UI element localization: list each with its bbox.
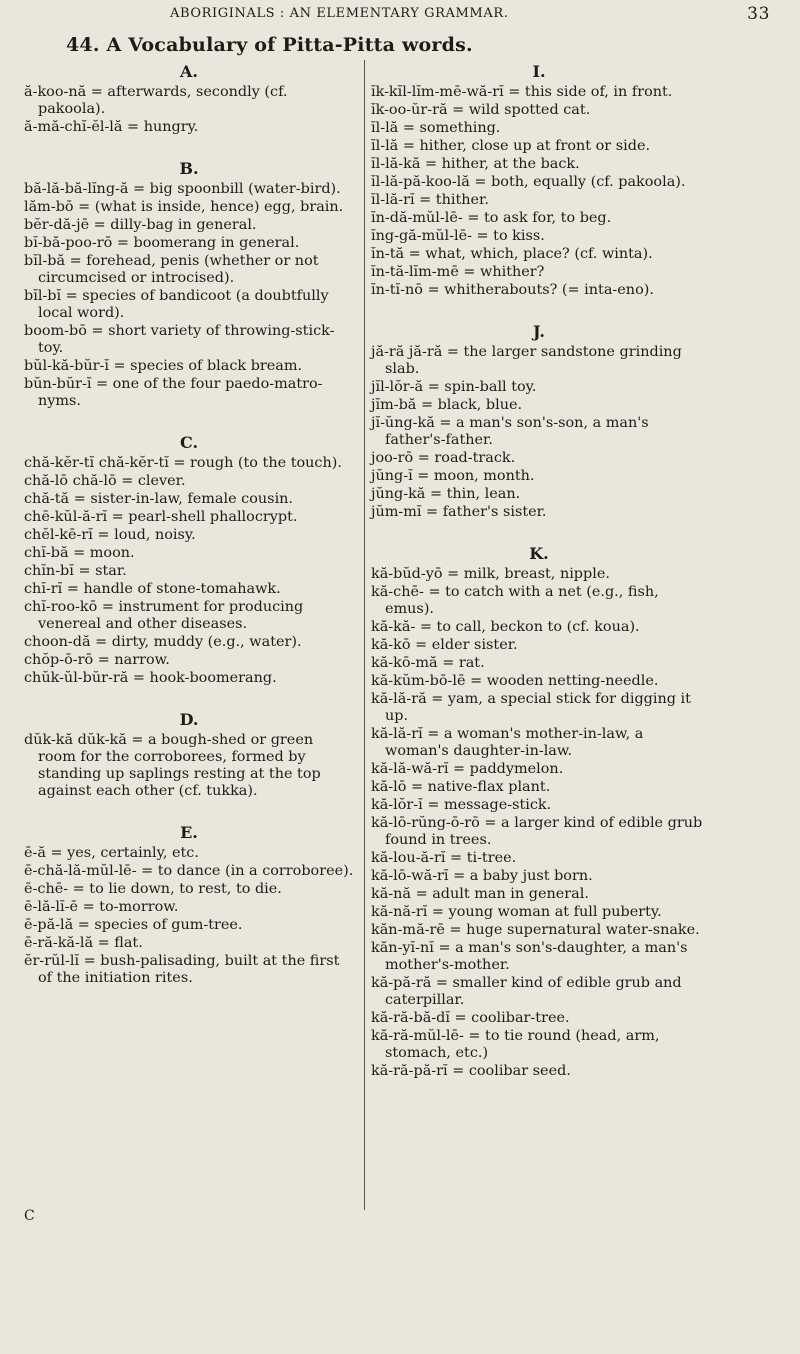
vocab-entry: ĭn-dă-mŭl-lē- = to ask for, to beg. [371, 210, 612, 226]
entry-group-b [24, 181, 354, 410]
vocab-entry: kăn-yĭ-nĭ = a man's son's-daughter, a man's mother's-mother. [371, 940, 688, 973]
vocab-entry: ă-koo-nă = afterwards, secondly (cf. pakoola). [24, 84, 288, 117]
vocab-entry: ĭl-lă = hither, close up at front or side. [371, 138, 651, 154]
vocab-entry: boom-bō = short variety of throwing-stick-toy. [24, 323, 335, 356]
entry-group-e [24, 845, 354, 987]
letter-heading-k: K. [529, 544, 549, 563]
vocab-entry: kă-kă- = to call, beckon to (cf. koua). [371, 619, 640, 635]
vocab-entry: chă-kĕr-tĭ chă-kĕr-tĭ = rough (to the touch). [24, 455, 342, 471]
vocab-entry: bĕr-dă-jē = dilly-bag in general. [24, 217, 257, 233]
vocab-entry: kă-ră-mŭl-lē- = to tie round (head, arm, stomach, etc.) [371, 1028, 660, 1061]
letter-heading-e: E. [180, 823, 198, 842]
vocab-entry: joo-rō = road-track. [371, 450, 516, 466]
vocab-entry: dŭk-kă dŭk-kă = a bough-shed or green room for the corroborees, formed by standing up saplings resting at the top against each other (cf. tukka). [24, 732, 321, 799]
vocab-entry: ē-chē- = to lie down, to rest, to die. [24, 881, 282, 897]
vocab-entry: choon-dă = dirty, muddy (e.g., water). [24, 634, 302, 650]
vocab-entry: bă-lă-bă-lĭng-ă = big spoonbill (water-bird). [24, 181, 341, 197]
vocab-entry: jă-ră jă-ră = the larger sandstone grinding slab. [371, 344, 682, 377]
vocab-entry: ē-pă-lă = species of gum-tree. [24, 917, 243, 933]
vocab-entry: chŭk-ŭl-bŭr-ră = hook-boomerang. [24, 670, 277, 686]
vocab-entry: jĭ-ŭng-kă = a man's son's-son, a man's father's-father. [371, 415, 649, 448]
vocab-entry: kăn-mă-rē = huge supernatural water-snake. [371, 922, 700, 938]
vocab-entry: bĭl-bĭ = species of bandicoot (a doubtfully local word). [24, 288, 329, 321]
vocab-entry: kă-lă-wă-rĭ = paddymelon. [371, 761, 564, 777]
vocab-entry: chĭ-rĭ = handle of stone-tomahawk. [24, 581, 281, 597]
vocab-entry: chŏp-ō-rō = narrow. [24, 652, 170, 668]
vocab-entry: ĭn-tă-lĭm-mē = whither? [371, 264, 545, 280]
right-column [364, 60, 707, 1210]
letter-heading-i: I. [532, 62, 546, 81]
vocab-entry: ĭn-tĭ-nō = whitherabouts? (= inta-eno). [371, 282, 654, 298]
vocab-entry: ĭn-tă = what, which, place? (cf. winta). [371, 246, 653, 262]
vocab-entry: kă-ră-bă-dĭ = coolibar-tree. [371, 1010, 570, 1026]
letter-heading-d: D. [179, 710, 199, 729]
entry-group-c [24, 455, 354, 687]
page-number: 33 [747, 4, 770, 24]
vocab-entry: chĭ-roo-kō = instrument for producing venereal and other diseases. [24, 599, 304, 632]
left-column [24, 60, 354, 988]
letter-heading-j: J. [533, 322, 545, 341]
vocab-entry: chă-lō chă-lō = clever. [24, 473, 186, 489]
vocab-entry: ĭl-lă-pă-koo-lă = both, equally (cf. pakoola). [371, 174, 686, 190]
vocab-entry: bŭl-kă-bŭr-ĭ = species of black bream. [24, 358, 303, 374]
vocab-entry: chĭ-bă = moon. [24, 545, 135, 561]
letter-heading-c: C. [179, 433, 199, 452]
vocab-entry: kă-lă-rĭ = a woman's mother-in-law, a woman's daughter-in-law. [371, 726, 644, 759]
letter-heading-b: B. [179, 159, 199, 178]
vocab-entry: ē-chă-lă-mŭl-lē- = to dance (in a corroboree). [24, 863, 354, 879]
vocab-entry: chĕl-kē-rĭ = loud, noisy. [24, 527, 196, 543]
vocab-entry: ĭk-kĭl-lĭm-mē-wă-rĭ = this side of, in front. [371, 84, 673, 100]
vocab-entry: lăm-bō = (what is inside, hence) egg, brain. [24, 199, 344, 215]
vocab-entry: kă-lă-ră = yam, a special stick for digging it up. [371, 691, 691, 724]
vocab-entry: kă-pă-ră = smaller kind of edible grub and caterpillar. [371, 975, 682, 1008]
vocab-entry: kă-lŏr-ĭ = message-stick. [371, 797, 552, 813]
vocab-entry: kă-bŭd-yō = milk, breast, nipple. [371, 566, 610, 582]
vocab-entry: ĭng-gă-mŭl-lē- = to kiss. [371, 228, 545, 244]
letter-heading-a: A. [180, 62, 198, 81]
entry-group-i [371, 84, 707, 299]
vocab-entry: kă-kō-mă = rat. [371, 655, 485, 671]
vocab-entry: kă-nă = adult man in general. [371, 886, 589, 902]
vocab-entry: jĭl-lŏr-ă = spin-ball toy. [371, 379, 537, 395]
vocab-entry: jĭm-bă = black, blue. [371, 397, 523, 413]
vocab-entry: kă-lō = native-flax plant. [371, 779, 551, 795]
signature-mark: C [24, 1208, 35, 1224]
vocab-entry: kă-nă-rĭ = young woman at full puberty. [371, 904, 662, 920]
vocab-entry: kă-ră-pă-rĭ = coolibar seed. [371, 1063, 571, 1079]
vocab-entry: bĭ-bă-poo-rō = boomerang in general. [24, 235, 300, 251]
entry-group-k [371, 566, 707, 1080]
vocab-entry: kă-chē- = to catch with a net (e.g., fish, emus). [371, 584, 659, 617]
vocab-entry: chē-kŭl-ă-rĭ = pearl-shell phallocrypt. [24, 509, 298, 525]
entry-group-j [371, 344, 707, 521]
vocab-entry: chĭn-bĭ = star. [24, 563, 127, 579]
vocab-entry: ĭl-lă-kă = hither, at the back. [371, 156, 580, 172]
vocab-entry: kă-lou-ă-rĭ = ti-tree. [371, 850, 517, 866]
vocab-entry: kă-lō-rŭng-ō-rō = a larger kind of edible grub found in trees. [371, 815, 703, 848]
vocab-entry: bĭl-bă = forehead, penis (whether or not circumcised or introcised). [24, 253, 319, 286]
vocab-entry: ĭk-oo-ŭr-ră = wild spotted cat. [371, 102, 591, 118]
vocab-entry: jŭng-ĭ = moon, month. [371, 468, 535, 484]
vocab-entry: ă-mă-chĭ-ĕl-lă = hungry. [24, 119, 199, 135]
vocab-entry: kă-kŭm-bō-lē = wooden netting-needle. [371, 673, 659, 689]
vocab-entry: kă-kō = elder sister. [371, 637, 518, 653]
section-title: 44. A Vocabulary of Pitta-Pitta words. [66, 34, 473, 56]
vocab-entry: ĭl-lă-rĭ = thither. [371, 192, 489, 208]
entry-group-d [24, 732, 354, 800]
vocab-entry: ē-lă-lĭ-ē = to-morrow. [24, 899, 179, 915]
vocab-entry: kă-lō-wă-rĭ = a baby just born. [371, 868, 593, 884]
vocab-entry: ĭl-lă = something. [371, 120, 501, 136]
entry-group-a [24, 84, 354, 136]
vocab-entry: jŭng-kă = thin, lean. [371, 486, 521, 502]
vocab-entry: ĕr-rŭl-lĭ = bush-palisading, built at the first of the initiation rites. [24, 953, 340, 986]
vocab-entry: ē-ră-kă-lă = flat. [24, 935, 143, 951]
vocab-entry: ē-ă = yes, certainly, etc. [24, 845, 199, 861]
vocab-entry: chă-tă = sister-in-law, female cousin. [24, 491, 294, 507]
running-head-text: ABORIGINALS : AN ELEMENTARY GRAMMAR. [170, 6, 509, 21]
vocab-entry: bŭn-bŭr-ĭ = one of the four paedo-matro-nyms. [24, 376, 323, 409]
vocab-entry: jŭm-mĭ = father's sister. [371, 504, 547, 520]
